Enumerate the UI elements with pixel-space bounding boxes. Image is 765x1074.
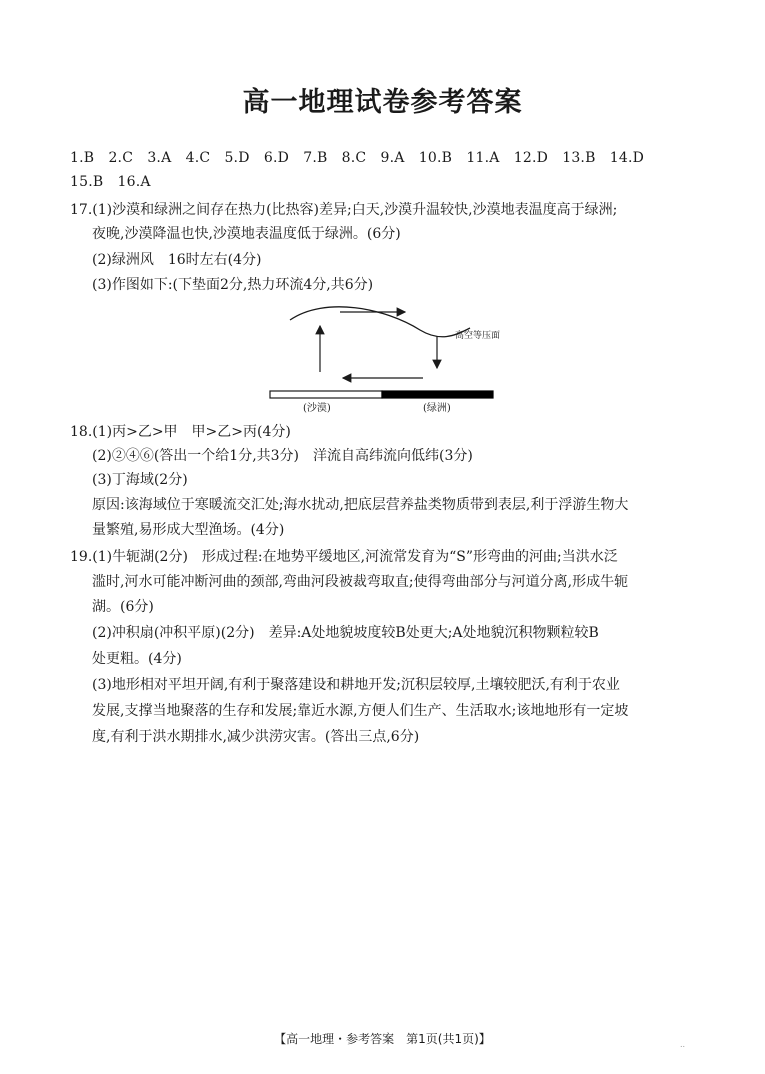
page-title: 高一地理试卷参考答案 [242, 87, 523, 118]
q19-part3-line1: (3)地形相对平坦开阔,有利于聚落建设和耕地开发;沉积层较厚,土壤较肥沃,有利于农业 [92, 677, 620, 693]
q17-part1-line2: 夜晚,沙漠降温也快,沙漠地表温度低于绿洲。(6分) [92, 226, 401, 242]
isobar-curve [290, 307, 470, 337]
q18-part2: (2)②④⑥(答出一个给1分,共3分) 洋流自高纬流向低纬(3分) [92, 448, 473, 464]
q19-part1-line2: 滥时,河水可能冲断河曲的颈部,弯曲河段被裁弯取直;使得弯曲部分与河道分离,形成牛轭 [92, 574, 629, 590]
oasis-label: (绿洲) [423, 403, 451, 414]
oasis-surface [382, 391, 493, 398]
q18-part1: 18.(1)丙>乙>甲 甲>乙>丙(4分) [70, 424, 291, 440]
q19-part1-line3: 湖。(6分) [92, 599, 154, 615]
q19-part3-line3: 度,有利于洪水期排水,减少洪涝灾害。(答出三点,6分) [92, 729, 420, 745]
page-footer: 【高一地理・参考答案 第1页(共1页)】 [274, 1032, 491, 1046]
choice-answers-line-2: 15.B 16.A [70, 174, 151, 190]
isobar-label: 高空等压面 [455, 331, 501, 341]
desert-surface [270, 391, 382, 398]
corner-mark: .. [680, 1040, 686, 1049]
desert-label: (沙漠) [303, 403, 331, 414]
choice-answers-line-1: 1.B 2.C 3.A 4.C 5.D 6.D 7.B 8.C 9.A 10.B 11.A 12.D 13.B 14.D [70, 150, 645, 166]
q17-part1-line1: 17.(1)沙漠和绿洲之间存在热力(比热容)差异;白天,沙漠升温较快,沙漠地表温度高于绿洲; [70, 202, 618, 218]
q18-part4-line1: 原因:该海域位于寒暖流交汇处;海水扰动,把底层营养盐类物质带到表层,利于浮游生物大 [92, 497, 629, 513]
thermal-circulation-diagram [265, 300, 505, 418]
q18-part4-line2: 量繁殖,易形成大型渔场。(4分) [92, 522, 285, 538]
q18-part3: (3)丁海域(2分) [92, 472, 188, 488]
q19-part2-line2: 处更粗。(4分) [92, 651, 182, 667]
q17-part2: (2)绿洲风 16时左右(4分) [92, 252, 262, 268]
q19-part2-line1: (2)冲积扇(冲积平原)(2分) 差异:A处地貌坡度较B处更大;A处地貌沉积物颗粒较B [92, 625, 599, 641]
q19-part1-line1: 19.(1)牛轭湖(2分) 形成过程:在地势平缓地区,河流常发育为“S”形弯曲的河曲;当洪水泛 [70, 549, 618, 565]
q17-part3: (3)作图如下:(下垫面2分,热力环流4分,共6分) [92, 277, 374, 293]
q19-part3-line2: 发展,支撑当地聚落的生存和发展;靠近水源,方便人们生产、生活取水;该地地形有一定坡 [92, 703, 629, 719]
